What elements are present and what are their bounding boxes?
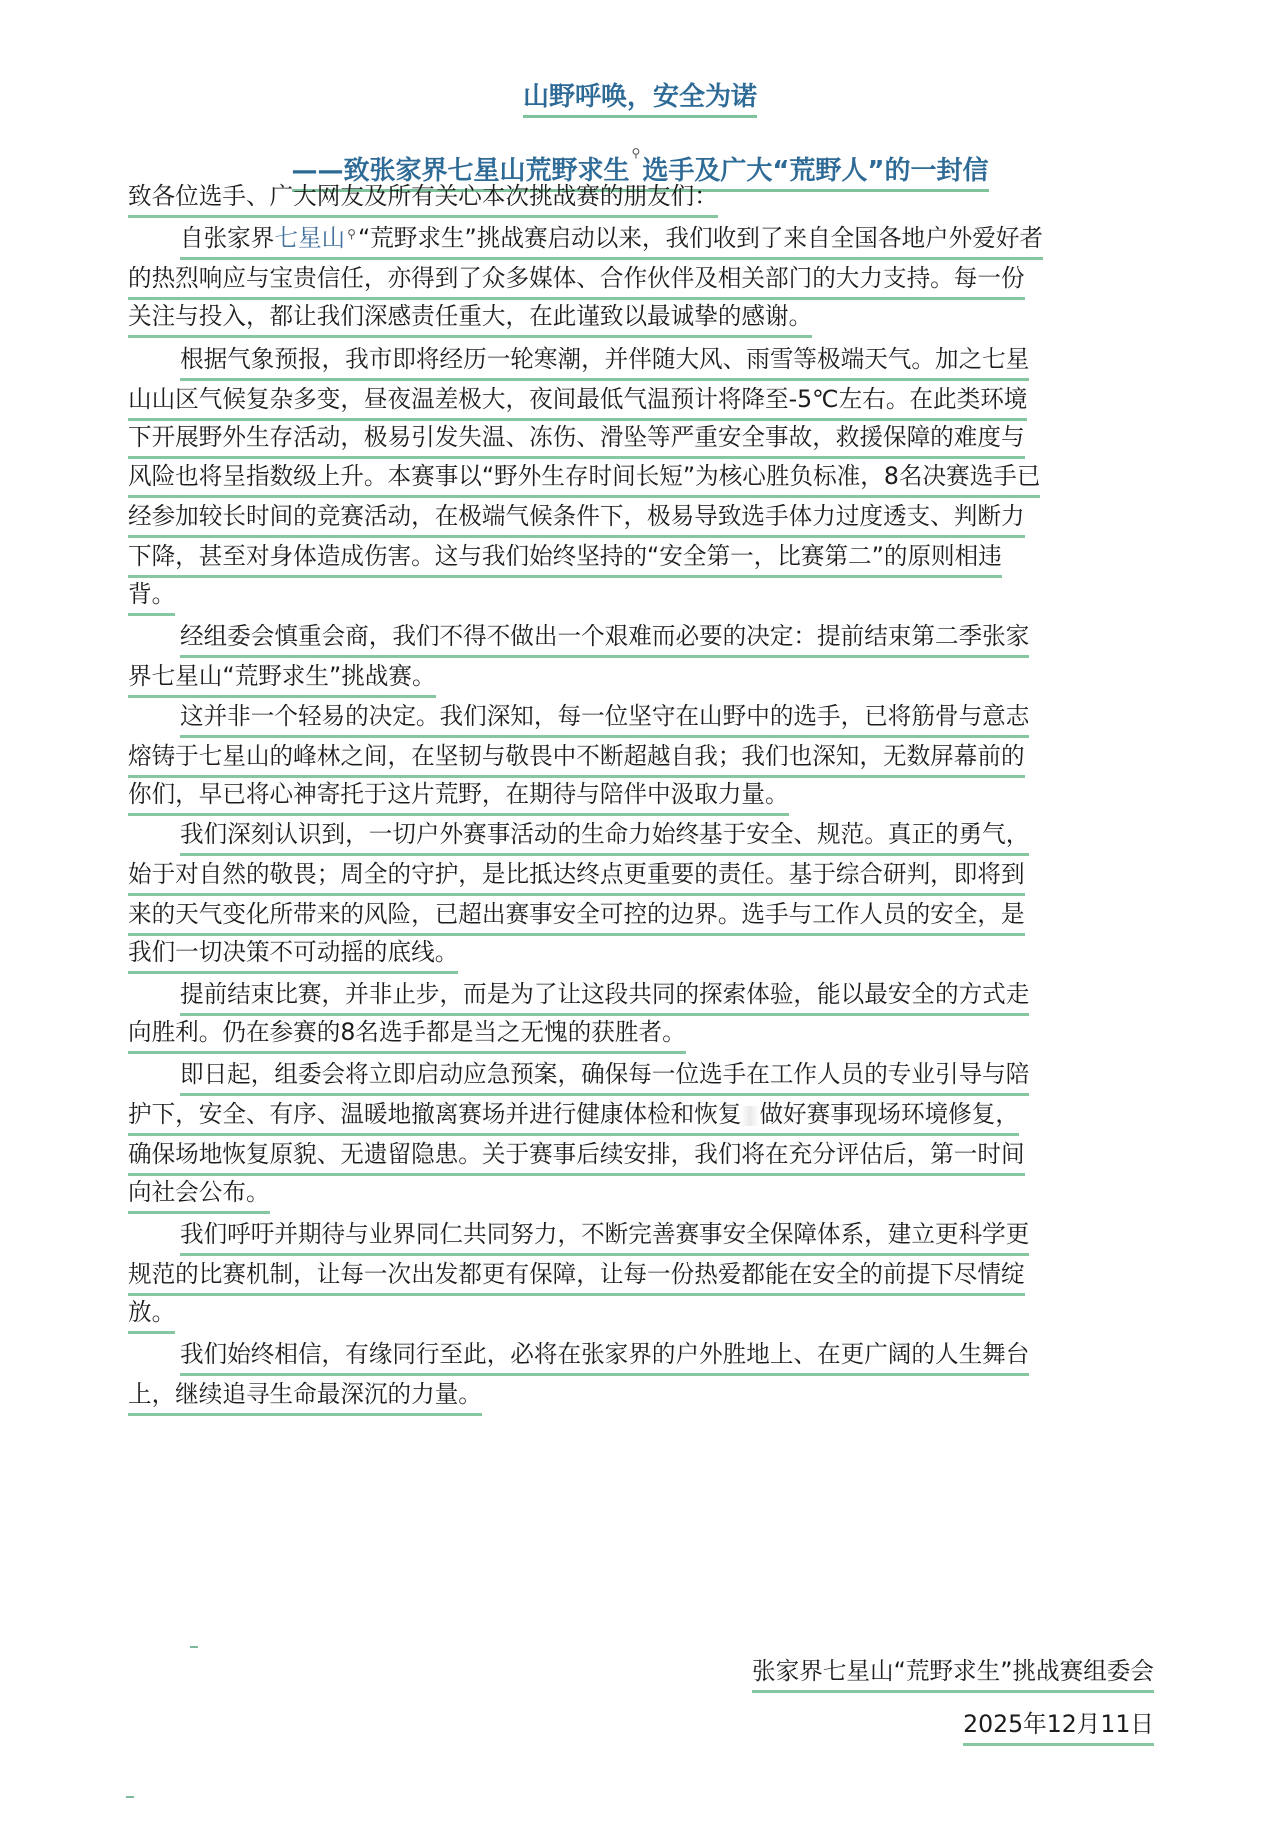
date: 2025年12月11日 [963,1708,1154,1746]
letter-line: 关注与投入，都让我们深感责任重大，在此谨致以最诚挚的感谢。 [128,300,812,332]
letter-line: 经参加较长时间的竞赛活动，在极端气候条件下，极易导致选手体力过度透支、判断力 [128,500,1025,532]
letter-title: 山野呼唤，安全为诺 [0,76,1280,118]
letter-line: 下降，甚至对身体造成伤害。这与我们始终坚持的“安全第一，比赛第二”的原则相违 [128,540,1002,572]
letter-line: 向胜利。仍在参赛的8名选手都是当之无愧的获胜者。 [128,1016,686,1048]
salutation: 致各位选手、广大网友及所有关心本次挑战赛的朋友们： [128,180,718,212]
signature: 张家界七星山“荒野求生”挑战赛组委会 [752,1655,1154,1693]
qixingshan-link[interactable]: 七星山 [274,224,346,252]
letter-line: 下开展野外生存活动，极易引发失温、冻伤、滑坠等严重安全事故，救援保障的难度与 [128,421,1025,453]
letter-line: 放。 [128,1296,175,1328]
letter-line: 风险也将呈指数级上升。本赛事以“野外生存时间长短”为核心胜负标准，8名决赛选手已 [128,460,1040,492]
letter-line: 向社会公布。 [128,1176,270,1208]
letter-line: 我们深刻认识到，一切户外赛事活动的生命力始终基于安全、规范。真正的勇气， [180,818,1029,850]
letter-line: 我们呼吁并期待与业界同仁共同努力，不断完善赛事安全保障体系，建立更科学更 [180,1218,1029,1250]
letter-line: 提前结束比赛，并非止步，而是为了让这段共同的探索体验，能以最安全的方式走 [180,978,1029,1010]
search-icon[interactable]: ⚲ [347,227,356,241]
letter-line: 确保场地恢复原貌、无遗留隐患。关于赛事后续安排，我们将在充分评估后，第一时间 [128,1138,1025,1170]
letter-line: 规范的比赛机制，让每一次出发都更有保障，让每一份热爱都能在安全的前提下尽情绽 [128,1258,1025,1290]
letter-line: 背。 [128,578,175,610]
stray-mark [126,1796,134,1798]
letter-line: 根据气象预报，我市即将经历一轮寒潮，并伴随大风、雨雪等极端天气。加之七星 [180,343,1029,375]
letter-line: 界七星山“荒野求生”挑战赛。 [128,660,436,692]
letter-line: 经组委会慎重会商，我们不得不做出一个艰难而必要的决定：提前结束第二季张家 [180,620,1029,652]
letter-subtitle: ——致张家界七星山荒野求生⚲选手及广大“荒野人”的一封信 [0,150,1280,192]
blurred-punctuation [741,1106,759,1126]
letter-line: 我们始终相信，有缘同行至此，必将在张家界的户外胜地上、在更广阔的人生舞台 [180,1338,1029,1370]
letter-line: 的热烈响应与宝贵信任，亦得到了众多媒体、合作伙伴及相关部门的大力支持。每一份 [128,262,1025,294]
letter-line: 始于对自然的敬畏；周全的守护，是比抵达终点更重要的责任。基于综合研判，即将到 [128,858,1025,890]
letter-line: 我们一切决策不可动摇的底线。 [128,936,458,968]
letter-line: 来的天气变化所带来的风险，已超出赛事安全可控的边界。选手与工作人员的安全，是 [128,898,1025,930]
letter-line: 护下，安全、有序、温暖地撤离赛场并进行健康体检和恢复 做好赛事现场环境修复， [128,1098,1019,1130]
stray-mark [190,1646,198,1648]
letter-line: 山山区气候复杂多变，昼夜温差极大，夜间最低气温预计将降至-5℃左右。在此类环境 [128,383,1027,415]
letter-line: 这并非一个轻易的决定。我们深知，每一位坚守在山野中的选手，已将筋骨与意志 [180,700,1029,732]
letter-line: 你们，早已将心神寄托于这片荒野，在期待与陪伴中汲取力量。 [128,778,789,810]
search-icon[interactable]: ⚲ [631,146,641,160]
letter-line: 上，继续追寻生命最深沉的力量。 [128,1378,482,1410]
letter-line: 即日起，组委会将立即启动应急预案，确保每一位选手在工作人员的专业引导与陪 [180,1058,1029,1090]
letter-line: 熔铸于七星山的峰林之间，在坚韧与敬畏中不断超越自我；我们也深知，无数屏幕前的 [128,740,1025,772]
letter-line: 自张家界七星山 ⚲“荒野求生”挑战赛启动以来，我们收到了来自全国各地户外爱好者 [180,222,1043,254]
